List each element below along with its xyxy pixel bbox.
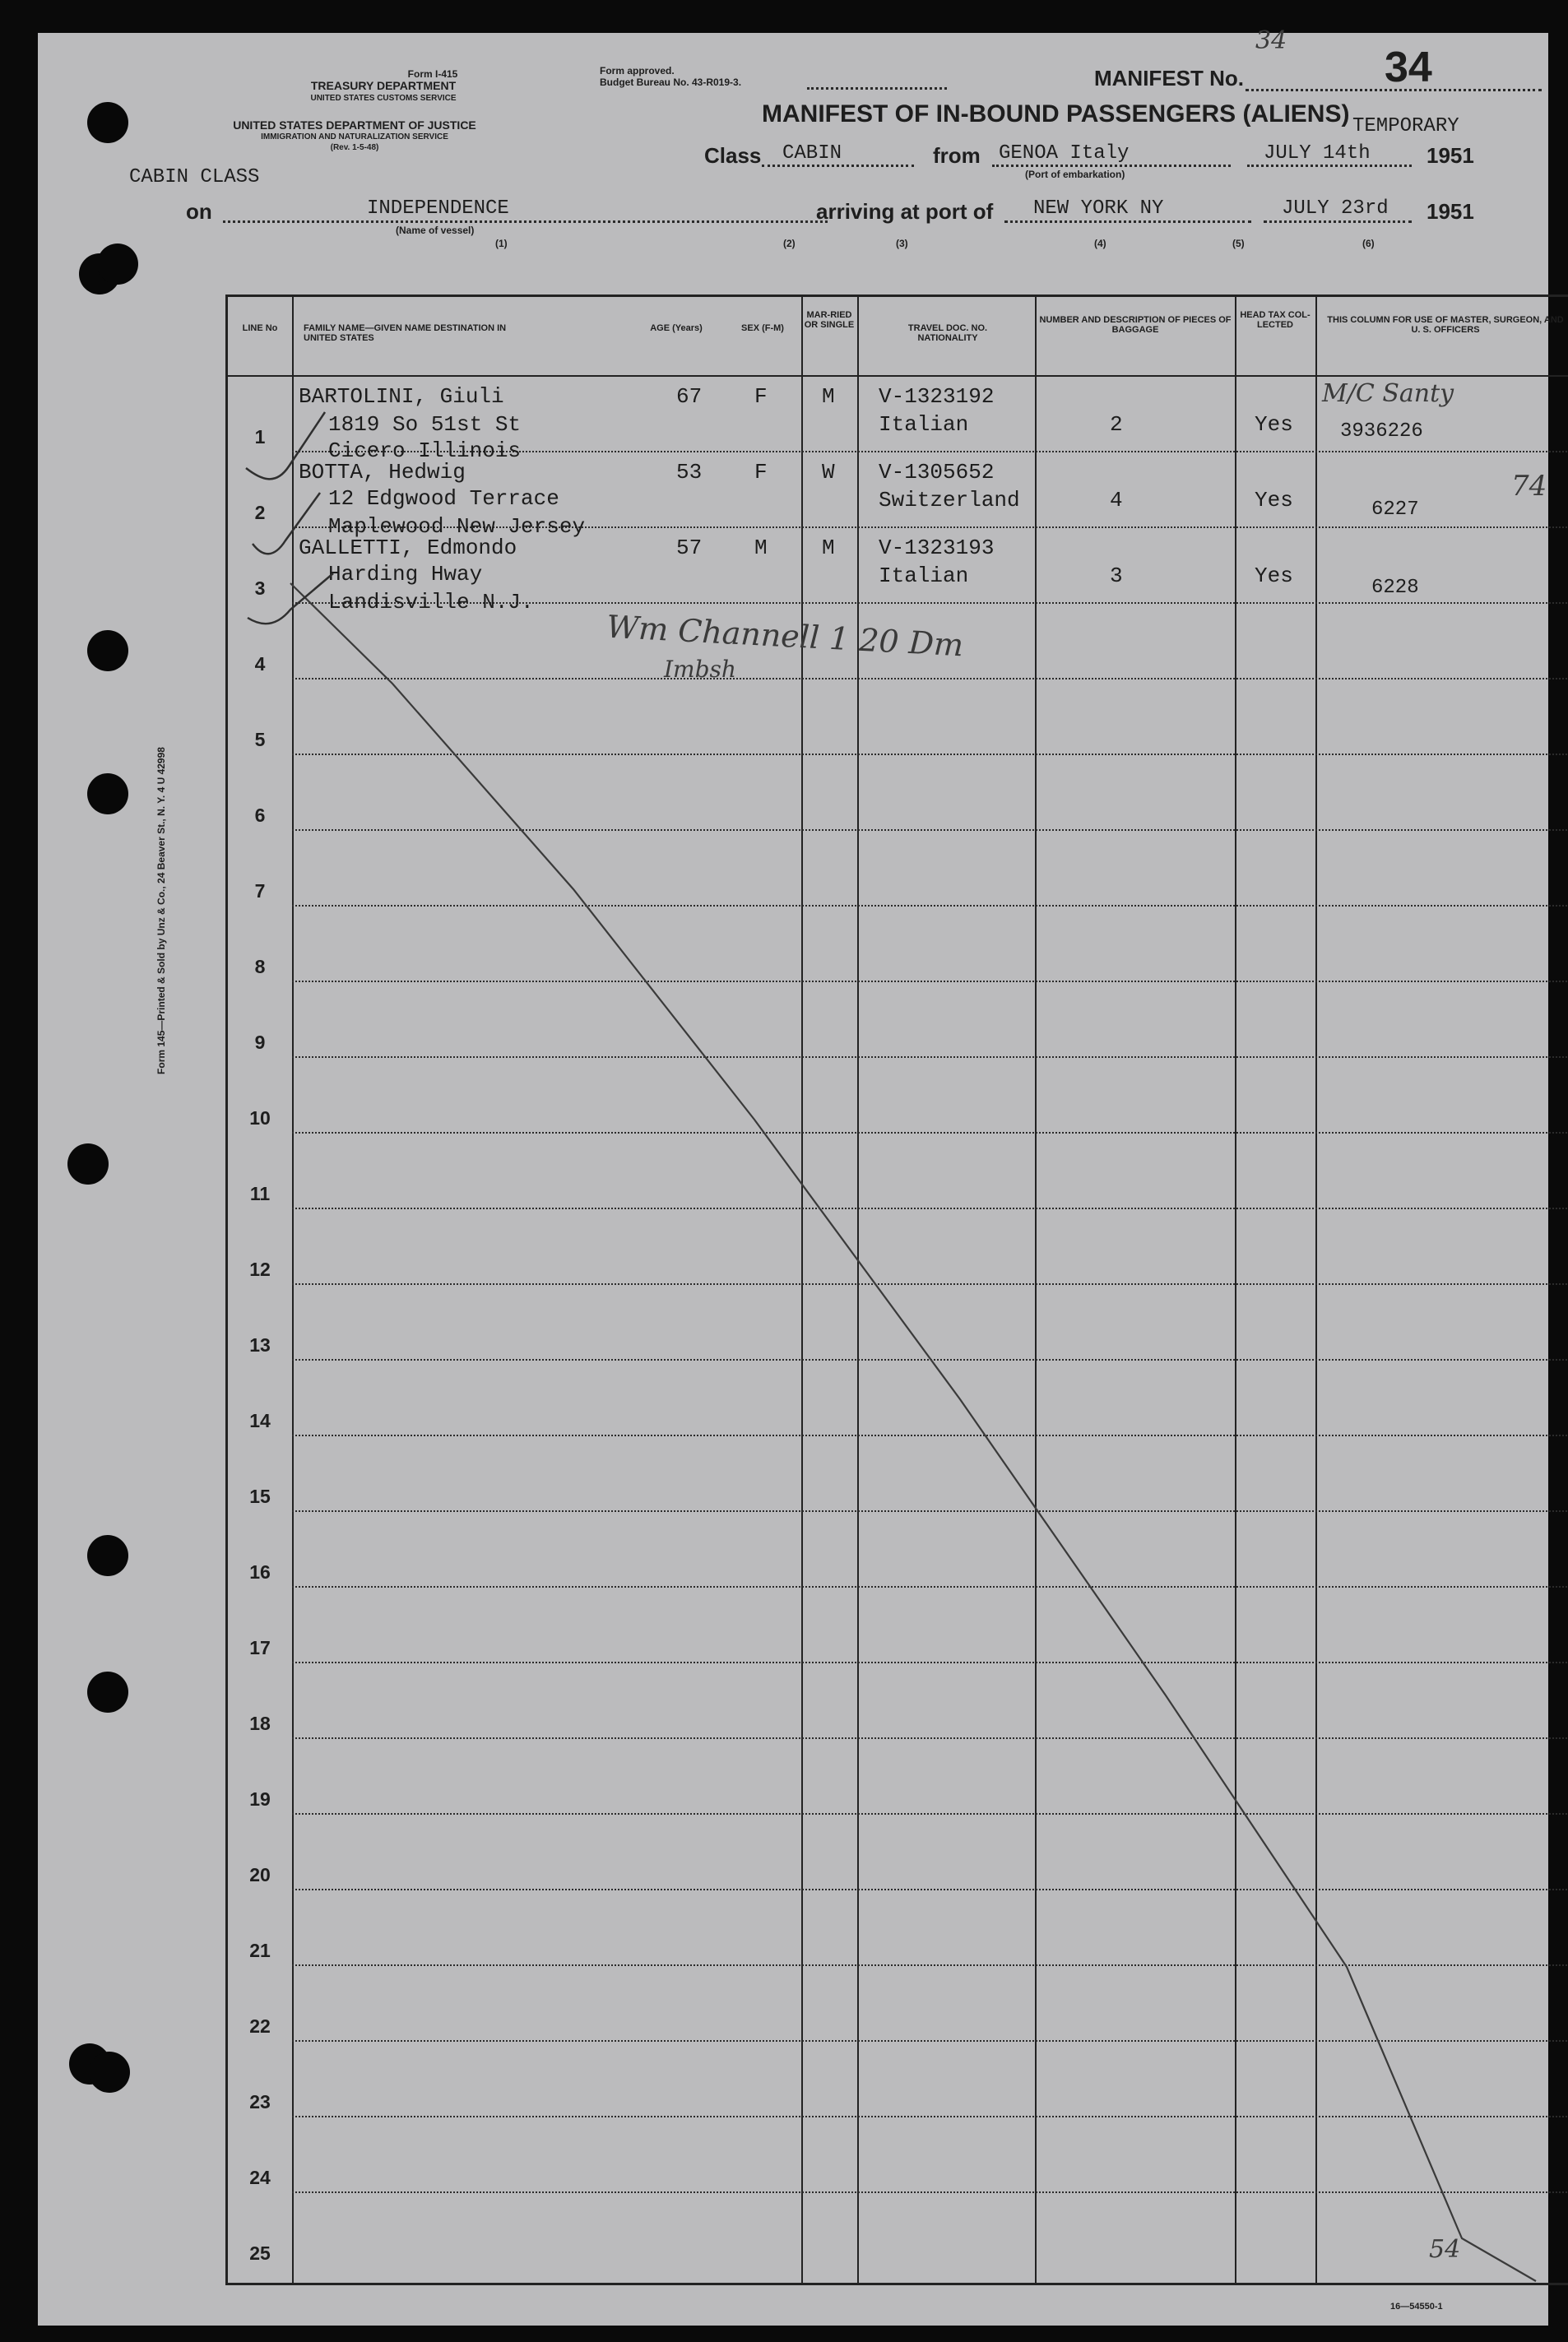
line-number: 11 — [249, 1183, 271, 1204]
col-header-age: AGE (Years) — [650, 323, 703, 333]
line-number: 14 — [249, 1410, 271, 1431]
passenger-1-name: BARTOLINI, Giuli — [299, 384, 504, 409]
arrival-date-dots — [1264, 220, 1412, 223]
passenger-table — [225, 294, 1568, 2285]
col-header-name: FAMILY NAME—GIVEN NAME DESTINATION IN UNITED STATES — [304, 323, 507, 343]
punch-hole — [87, 773, 128, 814]
line-number: 18 — [249, 1713, 271, 1734]
manifest-no-annotation: 34 — [1255, 26, 1287, 55]
col-header-line-no: LINE No — [242, 323, 278, 333]
budget-bureau: Budget Bureau No. 43-R019-3. — [600, 77, 742, 88]
handwritten-initials: 54 — [1429, 2235, 1461, 2264]
passenger-1-marital: M — [822, 384, 835, 409]
passenger-3-nationality: Italian — [879, 563, 969, 588]
passenger-2-baggage: 4 — [1110, 488, 1123, 512]
line-number: 6 — [254, 805, 266, 826]
line-number: 21 — [249, 1940, 271, 1961]
punch-hole — [87, 1672, 128, 1713]
passenger-3-baggage: 3 — [1110, 563, 1123, 588]
line-number: 8 — [254, 956, 266, 977]
punch-hole — [87, 630, 128, 671]
col-number-2: (2) — [783, 238, 796, 249]
vessel-caption: (Name of vessel) — [396, 225, 475, 236]
passenger-2-marital: W — [822, 460, 835, 485]
handwritten-note: Wm Channell 1 20 Dm — [605, 608, 965, 664]
col-header-officers: THIS COLUMN FOR USE OF MASTER, SURGEON, AND U. S. OFFICERS — [1327, 315, 1564, 335]
from-dots — [992, 165, 1231, 167]
arriving-label: arriving at port of — [816, 199, 994, 224]
side-printer-text: Form 145—Printed & Sold by Unz & Co., 24 Beaver St., N. Y. 4 U 42998 — [155, 747, 167, 1074]
line-number: 3 — [254, 577, 266, 599]
passenger-1-officer-note: M/C Santy — [1322, 379, 1454, 408]
line-number: 13 — [249, 1334, 271, 1356]
line-number: 1 — [254, 426, 266, 448]
col-number-3: (3) — [896, 238, 908, 249]
passenger-2-sex: F — [754, 460, 768, 485]
passenger-3-officer-number: 6228 — [1371, 577, 1419, 599]
passenger-2-officer-note: 74 — [1511, 470, 1547, 503]
punch-hole — [89, 2052, 130, 2093]
passenger-1-address2: Cicero Illinois — [328, 438, 522, 463]
class-dots — [762, 165, 914, 167]
passenger-2-head-tax: Yes — [1255, 488, 1293, 512]
from-label: from — [933, 143, 981, 168]
form-number: Form I-415 — [407, 68, 458, 80]
passenger-2-doc: V-1305652 — [879, 460, 995, 485]
col-number-1: (1) — [495, 238, 508, 249]
revision-date: (Rev. 1-5-48) — [330, 143, 379, 152]
line-number: 9 — [254, 1032, 266, 1053]
manifest-no-label: MANIFEST No. — [1094, 66, 1244, 90]
passenger-3-age: 57 — [676, 536, 703, 560]
justice-department: UNITED STATES DEPARTMENT OF JUSTICE — [233, 118, 476, 132]
vessel-dots — [223, 220, 828, 223]
col-number-6: (6) — [1362, 238, 1375, 249]
class-label: Class — [704, 143, 762, 168]
check-mark-2 — [253, 493, 320, 554]
departure-date: JULY 14th — [1264, 142, 1371, 165]
passenger-1-doc: V-1323192 — [879, 384, 995, 409]
passenger-1-baggage: 2 — [1110, 412, 1123, 437]
passenger-3-sex: M — [754, 536, 768, 560]
passenger-1-head-tax: Yes — [1255, 412, 1293, 437]
passenger-1-nationality: Italian — [879, 412, 969, 437]
passenger-1-officer-number: 3936226 — [1340, 420, 1423, 443]
departure-date-dots — [1247, 165, 1412, 167]
cabin-class-note: CABIN CLASS — [129, 166, 260, 188]
punch-hole — [97, 243, 138, 285]
line-number: 24 — [249, 2167, 271, 2188]
passenger-2-address2: Maplewood New Jersey — [328, 514, 586, 539]
vessel-value: INDEPENDENCE — [367, 197, 509, 220]
line-number: 2 — [254, 502, 266, 523]
col-header-baggage: NUMBER AND DESCRIPTION OF PIECES OF BAGGAGE — [1039, 315, 1232, 335]
line-number: 23 — [249, 2091, 271, 2112]
form-approved: Form approved. — [600, 65, 675, 77]
passenger-3-head-tax: Yes — [1255, 563, 1293, 588]
handwritten-note-2: Imbsh — [664, 656, 736, 683]
col-number-4: (4) — [1094, 238, 1106, 249]
line-number: 20 — [249, 1864, 271, 1885]
customs-service: UNITED STATES CUSTOMS SERVICE — [310, 94, 457, 103]
line-number: 5 — [254, 729, 266, 750]
departure-year: 1951 — [1427, 143, 1474, 168]
punch-hole — [87, 102, 128, 143]
passenger-2-officer-number: 6227 — [1371, 499, 1419, 521]
line-number: 7 — [254, 880, 266, 902]
line-number: 17 — [249, 1637, 271, 1658]
passenger-3-doc: V-1323193 — [879, 536, 995, 560]
passenger-2-name: BOTTA, Hedwig — [299, 460, 466, 485]
punch-hole — [67, 1143, 109, 1185]
passenger-1-address1: 1819 So 51st St — [328, 412, 522, 437]
passenger-2-age: 53 — [676, 460, 703, 485]
check-mark-1 — [246, 412, 325, 479]
arrival-port-dots — [1004, 220, 1251, 223]
line-number: 16 — [249, 1561, 271, 1583]
budget-dots — [807, 87, 947, 90]
passenger-1-sex: F — [754, 384, 768, 409]
col-header-married: MAR-RIED OR SINGLE — [804, 310, 855, 330]
line-number: 15 — [249, 1486, 271, 1507]
line-number: 19 — [249, 1788, 271, 1810]
arrival-year: 1951 — [1427, 199, 1474, 224]
passenger-2-nationality: Switzerland — [879, 488, 1020, 512]
line-number: 4 — [254, 653, 266, 675]
passenger-2-address1: 12 Edgwood Terrace — [328, 486, 559, 511]
footer-code: 16—54550-1 — [1390, 2302, 1443, 2312]
manifest-no-value: 34 — [1385, 44, 1432, 91]
col-header-head-tax: HEAD TAX COL-LECTED — [1240, 310, 1311, 330]
line-number: 12 — [249, 1259, 271, 1280]
port-embarkation-caption: (Port of embarkation) — [1025, 169, 1125, 180]
immigration-service: IMMIGRATION AND NATURALIZATION SERVICE — [261, 132, 448, 141]
col-number-5: (5) — [1232, 238, 1245, 249]
punch-hole — [87, 1535, 128, 1576]
manifest-title: MANIFEST OF IN-BOUND PASSENGERS (ALIENS) — [762, 100, 1350, 128]
passenger-3-address1: Harding Hway — [328, 562, 483, 587]
from-value: GENOA Italy — [999, 142, 1130, 165]
line-number: 22 — [249, 2015, 271, 2037]
on-label: on — [186, 199, 212, 224]
passenger-3-name: GALLETTI, Edmondo — [299, 536, 517, 560]
line-number: 25 — [249, 2242, 271, 2264]
arrival-port: NEW YORK NY — [1033, 197, 1164, 220]
passenger-3-marital: M — [822, 536, 835, 560]
arrival-date: JULY 23rd — [1282, 197, 1389, 220]
line-number: 10 — [249, 1107, 271, 1129]
passenger-3-address2: Landisville N.J. — [328, 590, 534, 614]
temporary-stamp: TEMPORARY — [1352, 115, 1459, 137]
treasury-department: TREASURY DEPARTMENT — [310, 79, 457, 92]
class-value: CABIN — [782, 142, 842, 165]
check-mark-3 — [248, 573, 333, 624]
passenger-1-age: 67 — [676, 384, 703, 409]
col-header-travel-doc: TRAVEL DOC. NO. NATIONALITY — [907, 323, 988, 343]
manifest-sheet — [38, 26, 1564, 2326]
col-header-sex: SEX (F-M) — [741, 323, 784, 333]
cancellation-line — [228, 297, 1568, 2283]
